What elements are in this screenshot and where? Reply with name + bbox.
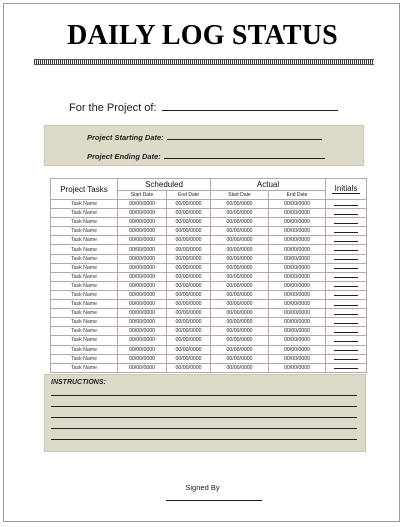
actual-end-cell[interactable]: 00/00/0000 — [269, 245, 326, 254]
initials-cell[interactable] — [326, 281, 367, 290]
header-scheduled-end: End Date — [167, 191, 211, 200]
initials-line — [334, 264, 358, 269]
scheduled-end-cell[interactable]: 00/00/0000 — [167, 345, 211, 354]
initials-cell[interactable] — [326, 363, 367, 372]
scheduled-start-cell[interactable]: 00/00/0000 — [118, 363, 167, 372]
scheduled-start-cell[interactable]: 00/00/0000 — [118, 200, 167, 209]
actual-end-cell[interactable]: 00/00/0000 — [269, 318, 326, 327]
initials-line — [334, 301, 358, 306]
actual-start-cell[interactable]: 00/00/0000 — [211, 290, 269, 299]
actual-end-cell[interactable]: 00/00/0000 — [269, 209, 326, 218]
initials-cell[interactable] — [326, 318, 367, 327]
task-name-cell[interactable]: Task Name — [51, 290, 118, 299]
initials-line — [334, 355, 358, 360]
ending-date-row — [87, 151, 325, 161]
table-row — [51, 254, 367, 263]
task-name-cell[interactable]: Task Name — [51, 281, 118, 290]
table-row — [51, 236, 367, 245]
table-row — [51, 327, 367, 336]
initials-cell[interactable] — [326, 272, 367, 281]
initials-line — [334, 255, 358, 260]
scheduled-start-cell[interactable]: 00/00/0000 — [118, 309, 167, 318]
starting-date-row — [87, 132, 322, 142]
scheduled-start-cell[interactable]: 00/00/0000 — [118, 290, 167, 299]
actual-start-cell[interactable]: 00/00/0000 — [211, 209, 269, 218]
task-name-cell[interactable]: Task Name — [51, 300, 118, 309]
starting-date-label: Project Starting Date: — [87, 133, 164, 142]
task-name-cell[interactable]: Task Name — [51, 354, 118, 363]
table-row — [51, 336, 367, 345]
header-scheduled-start: Start Date — [118, 191, 167, 200]
task-name-cell[interactable]: Task Name — [51, 336, 118, 345]
table-row — [51, 354, 367, 363]
actual-end-cell[interactable]: 00/00/0000 — [269, 336, 326, 345]
task-name-cell[interactable]: Task Name — [51, 309, 118, 318]
ending-date-field[interactable] — [164, 151, 325, 159]
table-row — [51, 227, 367, 236]
header-initials-label: Initials — [334, 184, 358, 193]
initials-line — [334, 246, 358, 251]
actual-end-cell[interactable]: 00/00/0000 — [269, 300, 326, 309]
initials-line — [334, 328, 358, 333]
task-name-cell[interactable]: Task Name — [51, 245, 118, 254]
signed-by-label: Signed By — [185, 483, 220, 492]
table-row — [51, 363, 367, 372]
task-name-cell[interactable]: Task Name — [51, 363, 118, 372]
actual-start-cell[interactable]: 00/00/0000 — [211, 272, 269, 281]
task-name-cell[interactable]: Task Name — [51, 318, 118, 327]
actual-end-cell[interactable]: 00/00/0000 — [269, 345, 326, 354]
initials-cell[interactable] — [326, 200, 367, 209]
initials-line — [334, 291, 358, 296]
instructions-label: INSTRUCTIONS: — [51, 379, 106, 386]
header-scheduled: Scheduled — [118, 179, 211, 191]
scheduled-start-cell[interactable]: 00/00/0000 — [118, 236, 167, 245]
scheduled-start-cell[interactable]: 00/00/0000 — [118, 327, 167, 336]
scheduled-end-cell[interactable]: 00/00/0000 — [167, 318, 211, 327]
scheduled-end-cell[interactable]: 00/00/0000 — [167, 354, 211, 363]
project-name-field[interactable] — [162, 100, 338, 111]
project-label: For the Project of: — [69, 102, 157, 114]
initials-line — [334, 201, 358, 206]
actual-start-cell[interactable]: 00/00/0000 — [211, 309, 269, 318]
initials-line — [334, 319, 358, 324]
initials-cell[interactable] — [326, 336, 367, 345]
scheduled-end-cell[interactable]: 00/00/0000 — [167, 254, 211, 263]
actual-end-cell[interactable]: 00/00/0000 — [269, 290, 326, 299]
initials-line — [334, 237, 358, 242]
initials-cell[interactable] — [326, 245, 367, 254]
task-name-cell[interactable]: Task Name — [51, 209, 118, 218]
signature-line[interactable] — [166, 500, 262, 501]
actual-start-cell[interactable]: 00/00/0000 — [211, 200, 269, 209]
initials-line — [334, 273, 358, 278]
actual-end-cell[interactable]: 00/00/0000 — [269, 227, 326, 236]
actual-end-cell[interactable]: 00/00/0000 — [269, 327, 326, 336]
initials-cell[interactable] — [326, 327, 367, 336]
actual-start-cell[interactable]: 00/00/0000 — [211, 245, 269, 254]
initials-cell[interactable] — [326, 309, 367, 318]
scheduled-end-cell[interactable]: 00/00/0000 — [167, 290, 211, 299]
scheduled-start-cell[interactable]: 00/00/0000 — [118, 263, 167, 272]
instructions-line[interactable] — [51, 417, 357, 418]
task-name-cell[interactable]: Task Name — [51, 263, 118, 272]
project-name-row — [69, 100, 338, 114]
initials-cell[interactable] — [326, 236, 367, 245]
actual-start-cell[interactable]: 00/00/0000 — [211, 218, 269, 227]
actual-start-cell[interactable]: 00/00/0000 — [211, 236, 269, 245]
actual-end-cell[interactable]: 00/00/0000 — [269, 281, 326, 290]
table-row — [51, 218, 367, 227]
ending-date-label: Project Ending Date: — [87, 152, 161, 161]
table-row — [51, 290, 367, 299]
initials-line — [334, 364, 358, 369]
table-row — [51, 300, 367, 309]
actual-start-cell[interactable]: 00/00/0000 — [211, 363, 269, 372]
initials-cell[interactable] — [326, 300, 367, 309]
actual-end-cell[interactable]: 00/00/0000 — [269, 272, 326, 281]
table-row — [51, 245, 367, 254]
scheduled-start-cell[interactable]: 00/00/0000 — [118, 227, 167, 236]
task-name-cell[interactable]: Task Name — [51, 272, 118, 281]
scheduled-end-cell[interactable]: 00/00/0000 — [167, 245, 211, 254]
scheduled-end-cell[interactable]: 00/00/0000 — [167, 300, 211, 309]
instructions-line[interactable] — [51, 439, 357, 440]
actual-end-cell[interactable]: 00/00/0000 — [269, 200, 326, 209]
scheduled-end-cell[interactable]: 00/00/0000 — [167, 263, 211, 272]
log-table — [50, 178, 367, 373]
instructions-line[interactable] — [51, 428, 357, 429]
initials-cell[interactable] — [326, 209, 367, 218]
header-actual-start: Start Date — [211, 191, 269, 200]
initials-cell[interactable] — [326, 290, 367, 299]
initials-cell[interactable] — [326, 218, 367, 227]
scheduled-start-cell[interactable]: 00/00/0000 — [118, 300, 167, 309]
scheduled-end-cell[interactable]: 00/00/0000 — [167, 272, 211, 281]
header-initials — [326, 179, 367, 200]
scheduled-start-cell[interactable]: 00/00/0000 — [118, 209, 167, 218]
starting-date-field[interactable] — [167, 132, 322, 140]
actual-end-cell[interactable]: 00/00/0000 — [269, 263, 326, 272]
scheduled-end-cell[interactable]: 00/00/0000 — [167, 281, 211, 290]
document-title: DAILY LOG STATUS — [67, 20, 338, 51]
initials-line — [334, 210, 358, 215]
actual-start-cell[interactable]: 00/00/0000 — [211, 354, 269, 363]
initials-line — [334, 337, 358, 342]
table-row — [51, 200, 367, 209]
task-name-cell[interactable]: Task Name — [51, 236, 118, 245]
scheduled-end-cell[interactable]: 00/00/0000 — [167, 363, 211, 372]
scheduled-end-cell[interactable]: 00/00/0000 — [167, 218, 211, 227]
actual-end-cell[interactable]: 00/00/0000 — [269, 218, 326, 227]
instructions-line[interactable] — [51, 406, 357, 407]
initials-line — [334, 310, 358, 315]
scheduled-start-cell[interactable]: 00/00/0000 — [118, 354, 167, 363]
scheduled-start-cell[interactable]: 00/00/0000 — [118, 345, 167, 354]
table-row — [51, 309, 367, 318]
initials-cell[interactable] — [326, 354, 367, 363]
task-name-cell[interactable]: Task Name — [51, 327, 118, 336]
scheduled-start-cell[interactable]: 00/00/0000 — [118, 272, 167, 281]
initials-cell[interactable] — [326, 263, 367, 272]
scheduled-end-cell[interactable]: 00/00/0000 — [167, 209, 211, 218]
initials-line — [334, 282, 358, 287]
scheduled-start-cell[interactable]: 00/00/0000 — [118, 254, 167, 263]
header-initials-line — [332, 193, 360, 194]
scheduled-start-cell[interactable]: 00/00/0000 — [118, 245, 167, 254]
actual-start-cell[interactable]: 00/00/0000 — [211, 336, 269, 345]
actual-start-cell[interactable]: 00/00/0000 — [211, 281, 269, 290]
initials-line — [334, 346, 358, 351]
header-actual: Actual — [211, 179, 326, 191]
actual-end-cell[interactable]: 00/00/0000 — [269, 254, 326, 263]
initials-cell[interactable] — [326, 227, 367, 236]
actual-start-cell[interactable]: 00/00/0000 — [211, 327, 269, 336]
scheduled-end-cell[interactable]: 00/00/0000 — [167, 336, 211, 345]
scheduled-end-cell[interactable]: 00/00/0000 — [167, 236, 211, 245]
table-row — [51, 318, 367, 327]
actual-end-cell[interactable]: 00/00/0000 — [269, 309, 326, 318]
table-row — [51, 209, 367, 218]
task-name-cell[interactable]: Task Name — [51, 345, 118, 354]
table-row — [51, 263, 367, 272]
initials-line — [334, 219, 358, 224]
task-name-cell[interactable]: Task Name — [51, 200, 118, 209]
actual-end-cell[interactable]: 00/00/0000 — [269, 363, 326, 372]
instructions-line[interactable] — [51, 395, 357, 396]
header-actual-end: End Date — [269, 191, 326, 200]
actual-end-cell[interactable]: 00/00/0000 — [269, 236, 326, 245]
actual-start-cell[interactable]: 00/00/0000 — [211, 263, 269, 272]
task-name-cell[interactable]: Task Name — [51, 254, 118, 263]
scheduled-start-cell[interactable]: 00/00/0000 — [118, 218, 167, 227]
scheduled-end-cell[interactable]: 00/00/0000 — [167, 309, 211, 318]
initials-cell[interactable] — [326, 254, 367, 263]
actual-start-cell[interactable]: 00/00/0000 — [211, 300, 269, 309]
actual-start-cell[interactable]: 00/00/0000 — [211, 318, 269, 327]
title-divider — [34, 59, 374, 65]
project-dates-panel — [44, 125, 364, 166]
scheduled-end-cell[interactable]: 00/00/0000 — [167, 227, 211, 236]
task-name-cell[interactable]: Task Name — [51, 218, 118, 227]
instructions-panel — [44, 374, 366, 452]
initials-cell[interactable] — [326, 345, 367, 354]
table-row — [51, 281, 367, 290]
actual-start-cell[interactable]: 00/00/0000 — [211, 227, 269, 236]
scheduled-start-cell[interactable]: 00/00/0000 — [118, 318, 167, 327]
scheduled-start-cell[interactable]: 00/00/0000 — [118, 336, 167, 345]
initials-line — [334, 228, 358, 233]
scheduled-start-cell[interactable]: 00/00/0000 — [118, 281, 167, 290]
actual-end-cell[interactable]: 00/00/0000 — [269, 354, 326, 363]
scheduled-end-cell[interactable]: 00/00/0000 — [167, 200, 211, 209]
table-row — [51, 345, 367, 354]
actual-start-cell[interactable]: 00/00/0000 — [211, 345, 269, 354]
header-project-tasks: Project Tasks — [51, 179, 118, 200]
actual-start-cell[interactable]: 00/00/0000 — [211, 254, 269, 263]
scheduled-end-cell[interactable]: 00/00/0000 — [167, 327, 211, 336]
table-row — [51, 272, 367, 281]
task-name-cell[interactable]: Task Name — [51, 227, 118, 236]
